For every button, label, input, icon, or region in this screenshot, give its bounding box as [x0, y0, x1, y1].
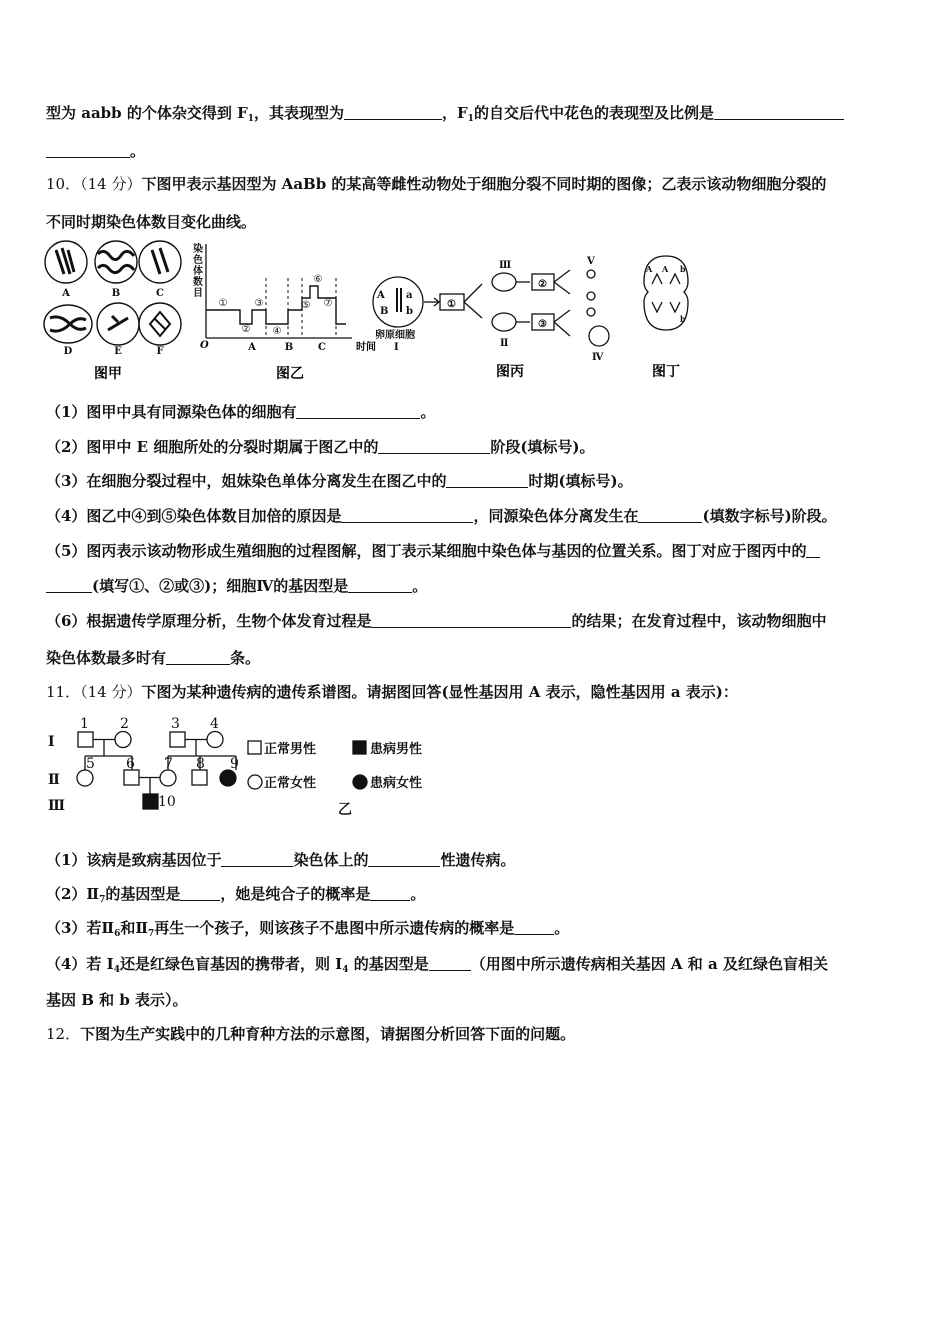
answer-blank[interactable]	[341, 507, 473, 523]
legend-affected-female-icon	[353, 775, 367, 789]
gene-a: a	[406, 290, 413, 301]
q10-sub6: （6）根据遗传学原理分析，生物个体发育过程是 的结果；在发育过程中，该动物细胞中	[46, 612, 827, 630]
q10-sub1: （1）图甲中具有同源染色体的细胞有 。	[46, 403, 436, 421]
stage-1: ①	[218, 298, 228, 309]
individual-1	[78, 732, 93, 747]
egg-cell-IV	[589, 326, 609, 346]
answer-blank[interactable]	[344, 104, 442, 120]
pedigree-chart	[40, 710, 460, 826]
legend-normal-male: 正常男性	[264, 742, 317, 757]
answer-blank[interactable]	[221, 851, 293, 867]
individual-5	[77, 770, 93, 786]
q12-stem: 12．下图为生产实践中的几种育种方法的示意图，请据图分析回答下面的问题。	[46, 1025, 576, 1043]
phase-A: A	[248, 342, 256, 353]
q10-sub6-cont: 染色体数最多时有 条。	[46, 649, 261, 667]
yi-ylabel	[193, 242, 203, 299]
gene-A: A	[377, 290, 385, 301]
q11-sub3: （3）若$Ⅱ_6$和$Ⅱ_7$再生一个孩子，则该孩子不患图中所示遗传病的概率是 。	[46, 919, 570, 939]
id-3: 3	[171, 716, 180, 732]
polar-body-V	[587, 270, 595, 278]
cell-B	[95, 241, 137, 283]
ding-gene: b	[680, 314, 686, 324]
individual-10	[143, 794, 158, 809]
q10-sub5: （5）图丙表示该动物形成生殖细胞的过程图解，图丁表示某细胞中染色体与基因的位置关系。图丁对应于图丙中的	[46, 541, 820, 561]
cell-C	[139, 241, 181, 283]
caption-bing: 图丙	[496, 364, 524, 380]
bing-cell-label: 卵原细胞	[375, 330, 415, 341]
ding-gene: A	[662, 264, 669, 274]
id-5: 5	[86, 756, 95, 772]
cell-label-D: D	[63, 346, 73, 357]
stage-7: ⑦	[323, 298, 333, 309]
stage-3: ③	[254, 298, 264, 309]
id-4: 4	[210, 716, 219, 732]
polar-body	[587, 308, 595, 316]
bing-roman-II: Ⅱ	[500, 338, 509, 349]
answer-blank[interactable]	[348, 577, 412, 593]
q10-sub3: （3）在细胞分裂过程中，姐妹染色单体分离发生在图乙中的 时期(填标号)。	[46, 472, 633, 490]
q9-line2: 。	[46, 141, 145, 161]
cell-label-E: E	[114, 346, 122, 357]
q10-stem-line2: 不同时期染色体数目变化曲线。	[46, 213, 257, 231]
yi-origin: O	[200, 340, 209, 351]
phase-B: B	[284, 342, 294, 353]
cell-label-C: C	[156, 288, 164, 299]
question-score: （14 分）	[80, 175, 142, 193]
answer-blank[interactable]	[514, 919, 554, 935]
stage-5: ⑤	[301, 300, 311, 311]
answer-blank[interactable]	[714, 104, 844, 120]
bing-step-3: ③	[538, 319, 547, 330]
gene-b: b	[406, 306, 413, 317]
answer-blank[interactable]	[296, 403, 420, 419]
individual-8	[192, 770, 207, 785]
individual-3	[170, 732, 185, 747]
legend-normal-male-icon	[248, 741, 261, 754]
individual-6	[124, 770, 139, 785]
svg-text:目: 目	[193, 288, 203, 299]
answer-blank[interactable]	[180, 885, 220, 901]
caption-jia: 图甲	[94, 366, 122, 382]
q11-sub1: （1）该病是致病基因位于 染色体上的 性遗传病。	[46, 851, 516, 869]
answer-blank[interactable]	[368, 851, 440, 867]
caption-yi: 图乙	[276, 366, 304, 382]
svg-text:色: 色	[193, 255, 203, 266]
cell-II	[492, 313, 516, 331]
q10-sub5-cont: (填写①、②或③)；细胞Ⅳ的基因型是 。	[46, 576, 427, 596]
legend-affected-male-icon	[353, 741, 366, 754]
bing-roman-V: Ⅴ	[587, 256, 595, 267]
answer-blank[interactable]	[46, 142, 130, 158]
generation-II: Ⅱ	[48, 772, 60, 788]
polar-body	[587, 292, 595, 300]
phase-C: C	[318, 342, 326, 353]
id-6: 6	[126, 756, 135, 772]
svg-text:数: 数	[193, 277, 203, 288]
legend-normal-female: 正常女性	[264, 776, 317, 791]
q9-line1: 型为 aabb 的个体杂交得到 $F_1$，其表现型为 ，$F_1$的自交后代中花色的表现型及比例是	[46, 103, 844, 129]
gene-B: B	[380, 306, 389, 317]
stage-6: ⑥	[313, 274, 323, 285]
answer-blank[interactable]	[371, 612, 571, 628]
stage-2: ②	[241, 324, 251, 335]
individual-7	[160, 770, 176, 786]
individual-9	[220, 770, 236, 786]
answer-blank[interactable]	[46, 577, 92, 593]
answer-blank[interactable]	[378, 438, 490, 454]
id-7: 7	[164, 756, 173, 772]
q11-sub4: （4）若 $I_4$还是红绿色盲基因的携带者，则 $I_4$ 的基因型是 （用图中所示遗传病相关基因 A 和 a 及红绿色盲相关	[46, 955, 828, 975]
legend-affected-female: 患病女性	[370, 776, 423, 791]
ding-gene: b	[680, 264, 686, 274]
individual-2	[115, 732, 131, 748]
q11-sub4-cont: 基因 B 和 b 表示）。	[46, 991, 188, 1009]
q10-sub4: （4）图乙中④到⑤染色体数目加倍的原因是 ，同源染色体分离发生在 (填数字标号)阶段。	[46, 507, 837, 525]
q10-sub2: （2）图甲中 E 细胞所处的分裂时期属于图乙中的 阶段(填标号)。	[46, 438, 595, 456]
answer-blank[interactable]	[446, 472, 528, 488]
q10-figures	[40, 238, 740, 388]
stage-4: ④	[272, 326, 282, 337]
cell-label-F: F	[156, 346, 164, 357]
cell-label-B: B	[111, 288, 121, 299]
generation-I: Ⅰ	[48, 734, 55, 750]
question-number: 10．	[46, 175, 81, 193]
cell-label-A: A	[62, 288, 70, 299]
bing-roman-IV: Ⅳ	[592, 352, 604, 363]
bing-roman-III: Ⅲ	[499, 260, 512, 271]
question-number: 11．	[46, 683, 81, 701]
answer-blank[interactable]	[429, 955, 471, 971]
id-2: 2	[120, 716, 129, 732]
bing-roman-I: Ⅰ	[394, 342, 399, 353]
q11-sub2: $(2)Ⅱ_7$的基因型是 ，她是纯合子的概率是 。	[46, 885, 426, 905]
q11-stem: 11．（14 分）下图为某种遗传病的遗传系谱图。请据图回答(显性基因用 A 表示，隐性基因用 a 表示)：	[46, 683, 738, 701]
id-10: 10	[158, 794, 176, 810]
answer-blank[interactable]	[370, 885, 410, 901]
ding-gene: A	[646, 264, 653, 274]
generation-III: Ⅲ	[48, 798, 66, 814]
q10-stem-line1: 10．（14 分）下图甲表示基因型为 AaBb 的某高等雌性动物处于细胞分裂不同时期的图像；乙表示该动物细胞分裂的	[46, 175, 827, 193]
figure-yi	[193, 242, 376, 353]
caption-ding: 图丁	[652, 364, 680, 380]
id-9: 9	[230, 756, 239, 772]
id-8: 8	[196, 756, 205, 772]
svg-text:体: 体	[193, 266, 203, 277]
svg-text:染: 染	[193, 244, 203, 255]
bing-step-1: ①	[447, 299, 456, 310]
bing-step-2: ②	[538, 279, 547, 290]
answer-blank[interactable]	[166, 649, 230, 665]
individual-4	[207, 732, 223, 748]
id-1: 1	[80, 716, 89, 732]
legend-affected-male: 患病男性	[370, 742, 423, 757]
cell-III	[492, 273, 516, 291]
answer-blank[interactable]	[638, 507, 702, 523]
pedigree-caption: 乙	[338, 802, 352, 818]
yi-xlabel: 时间	[356, 342, 376, 353]
legend-normal-female-icon	[248, 775, 262, 789]
answer-blank[interactable]	[806, 542, 820, 558]
question-score: （14 分）	[80, 683, 142, 701]
question-number: 12．	[46, 1025, 81, 1043]
